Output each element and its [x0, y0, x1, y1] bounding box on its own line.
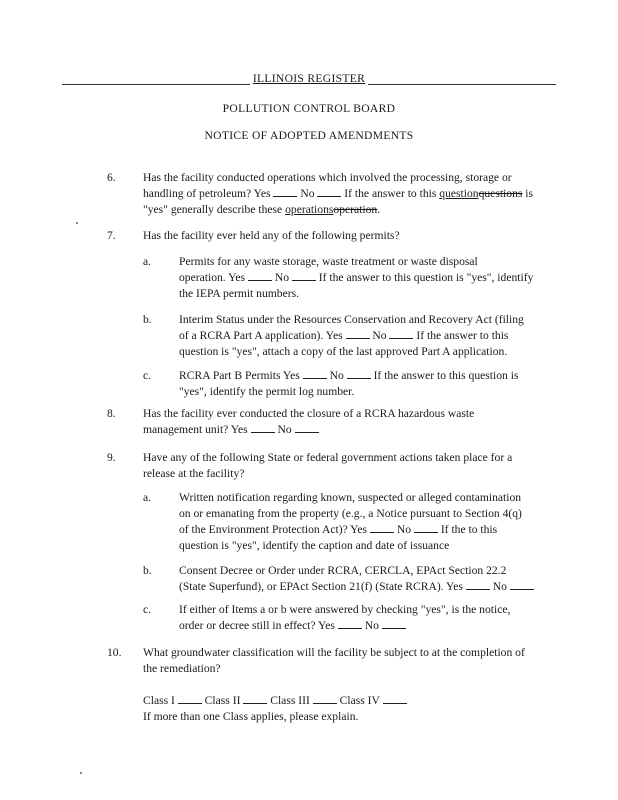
scan-speck	[76, 222, 78, 224]
inserted-text: operations	[285, 203, 334, 216]
yes-blank[interactable]	[466, 579, 490, 590]
class-iv-blank[interactable]	[383, 693, 407, 704]
item-letter: c.	[143, 603, 152, 616]
deleted-text: questions	[478, 187, 523, 200]
yes-blank[interactable]	[346, 328, 370, 339]
no-blank[interactable]	[292, 270, 316, 281]
question-text: Has the facility ever held any of the following permits?	[143, 229, 400, 242]
question-text: Have any of the following State or federal government actions taken place for a release at the facility?	[143, 451, 513, 480]
notice-title: NOTICE OF ADOPTED AMENDMENTS	[204, 129, 414, 142]
item-letter: c.	[143, 369, 152, 382]
no-blank[interactable]	[347, 368, 371, 379]
yes-blank[interactable]	[370, 522, 394, 533]
class-options: Class I Class II Class III Class IV	[143, 693, 547, 709]
board-title: POLLUTION CONTROL BOARD	[222, 102, 396, 115]
yes-blank[interactable]	[303, 368, 327, 379]
item-letter: b.	[143, 313, 152, 326]
question-number: 7.	[107, 229, 116, 242]
no-blank[interactable]	[414, 522, 438, 533]
question-text: Has the facility conducted operations which involved the processing, storage or handling of petroleum? Yes No If the answer to this questionquestions is "yes" generally describe these operationsoperation.	[143, 171, 534, 216]
question-7b: b. Interim Status under the Resources Conservation and Recovery Act (filing of a RCRA Part A application). Yes No If the answer to this question is "yes", attach a copy of the last approved Part A application.	[143, 313, 524, 358]
deleted-text: operation	[333, 203, 378, 216]
class-iii-blank[interactable]	[313, 693, 337, 704]
question-text: Has the facility ever conducted the closure of a RCRA hazardous waste management unit? Yes No	[143, 407, 475, 436]
yes-blank[interactable]	[251, 422, 275, 433]
no-blank[interactable]	[389, 328, 413, 339]
question-number: 8.	[107, 407, 116, 420]
question-number: 9.	[107, 451, 116, 464]
register-title: ILLINOIS REGISTER	[250, 72, 368, 85]
question-7c: c. RCRA Part B Permits Yes No If the answer to this question is "yes", identify the permit log number.	[143, 369, 519, 398]
register-header	[62, 71, 556, 89]
class-i-blank[interactable]	[178, 693, 202, 704]
question-number: 10.	[107, 646, 122, 659]
yes-blank[interactable]	[338, 618, 362, 629]
question-9a: a. Written notification regarding known, suspected or alleged contamination on or emanating from the property (e.g., a Notice pursuant to Section 4(q) of the Environment Protection Act)? Yes No If the to this question is "yes", identify the caption and date of issuance	[143, 491, 522, 552]
no-blank[interactable]	[317, 186, 341, 197]
question-10	[107, 645, 547, 725]
question-7a: a. Permits for any waste storage, waste treatment or waste disposal operation. Yes No If the answer to this question is "yes", identify the IEPA permit numbers.	[143, 255, 534, 300]
question-text: What groundwater classification will the facility be subject to at the completion of the remediation? Class I Class II Class III Class IV If more than one Class applies, please explain.	[143, 645, 547, 725]
yes-blank[interactable]	[273, 186, 297, 197]
question-9b: b. Consent Decree or Order under RCRA, CERCLA, EPAct Section 22.2 (State Superfund), or EPAct Section 21(f) (State RCRA). Yes No	[143, 563, 547, 595]
question-9c: c. If either of Items a or b were answered by checking "yes", is the notice, order or decree still in effect? Yes No	[143, 603, 511, 632]
item-letter: b.	[143, 564, 152, 577]
scan-speck	[80, 772, 82, 774]
question-9	[107, 450, 547, 482]
no-blank[interactable]	[382, 618, 406, 629]
item-letter: a.	[143, 255, 152, 268]
no-blank[interactable]	[510, 579, 534, 590]
no-blank[interactable]	[295, 422, 319, 433]
class-ii-blank[interactable]	[243, 693, 267, 704]
question-8	[107, 406, 547, 438]
question-6	[107, 170, 547, 218]
question-7	[107, 228, 547, 244]
inserted-text: question	[439, 187, 479, 200]
item-letter: a.	[143, 491, 152, 504]
yes-blank[interactable]	[248, 270, 272, 281]
question-number: 6.	[107, 171, 116, 184]
